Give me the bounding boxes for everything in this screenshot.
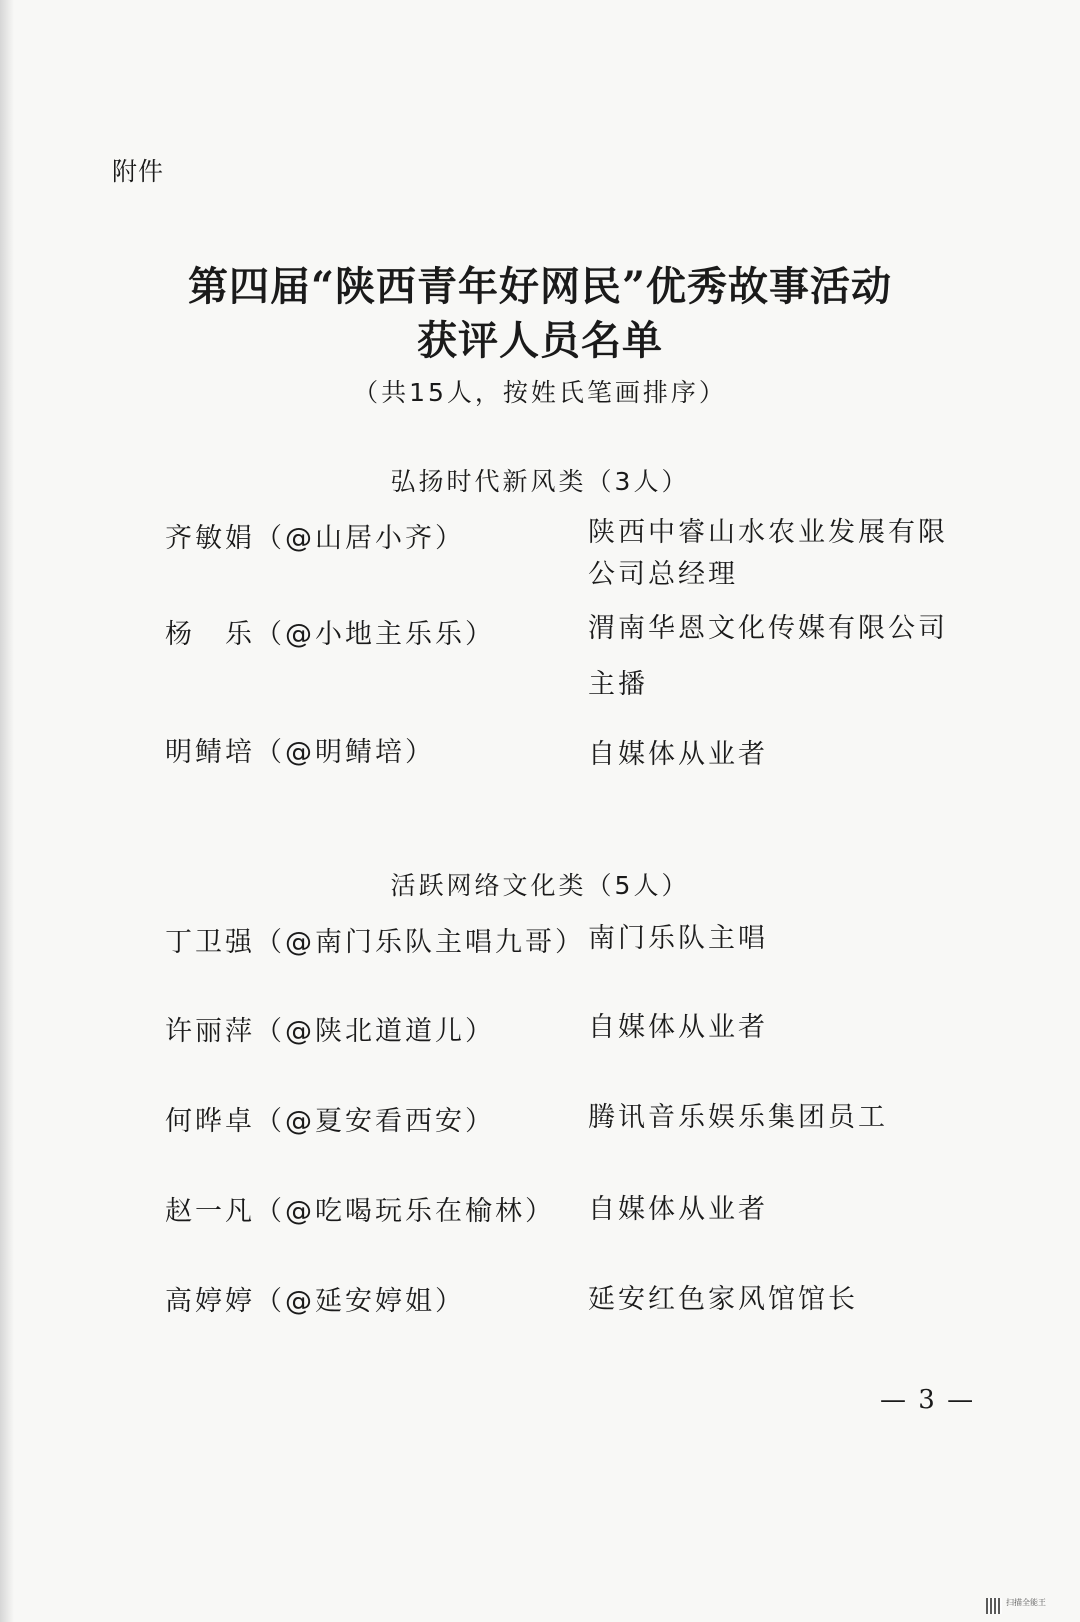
scanner-watermark-text: 扫描全能王 — [1006, 1598, 1046, 1607]
awardee-role-line: 陕西中睿山水农业发展有限 — [588, 517, 948, 548]
document-title-line1: 第四届“陕西青年好网民”优秀故事活动 — [187, 263, 892, 310]
document-subtitle: （共15人，按姓氏笔画排序） — [353, 378, 727, 407]
awardee-name: 明鲭培（@明鲭培） — [165, 737, 435, 768]
awardee-role-line: 公司总经理 — [588, 559, 738, 590]
awardee-role: 自媒体从业者 — [588, 739, 768, 770]
page-number: — 3 — — [880, 1385, 976, 1415]
awardee-name: 齐敏娟（@山居小齐） — [165, 523, 465, 554]
awardee-role — [588, 608, 968, 706]
awardee-role-line: 渭南华恩文化传媒有限公司 — [588, 613, 948, 644]
category-heading: 弘扬时代新风类（3人） — [390, 467, 690, 496]
awardee-role: 自媒体从业者 — [588, 1194, 768, 1225]
awardee-role — [588, 512, 968, 596]
awardee-name: 赵一凡（@吃喝玩乐在榆林） — [165, 1196, 555, 1227]
awardee-name: 高婷婷（@延安婷姐） — [165, 1286, 465, 1317]
awardee-name: 许丽萍（@陕北道道儿） — [165, 1016, 495, 1047]
category-heading: 活跃网络文化类（5人） — [390, 871, 690, 900]
awardee-role: 自媒体从业者 — [588, 1012, 768, 1043]
document-title-line2: 获评人员名单 — [417, 317, 663, 364]
qr-code-icon — [986, 1598, 1002, 1614]
scan-edge-shadow — [0, 0, 14, 1622]
scanner-watermark — [986, 1598, 1076, 1616]
awardee-role: 南门乐队主唱 — [588, 923, 768, 954]
awardee-name: 丁卫强（@南门乐队主唱九哥） — [165, 927, 585, 958]
awardee-role: 延安红色家风馆馆长 — [588, 1284, 858, 1315]
awardee-role: 腾讯音乐娱乐集团员工 — [588, 1102, 888, 1133]
awardee-name: 杨 乐（@小地主乐乐） — [165, 619, 495, 650]
attachment-label: 附件 — [112, 157, 165, 186]
awardee-role-line: 主播 — [588, 669, 648, 700]
awardee-name: 何晔卓（@夏安看西安） — [165, 1106, 495, 1137]
